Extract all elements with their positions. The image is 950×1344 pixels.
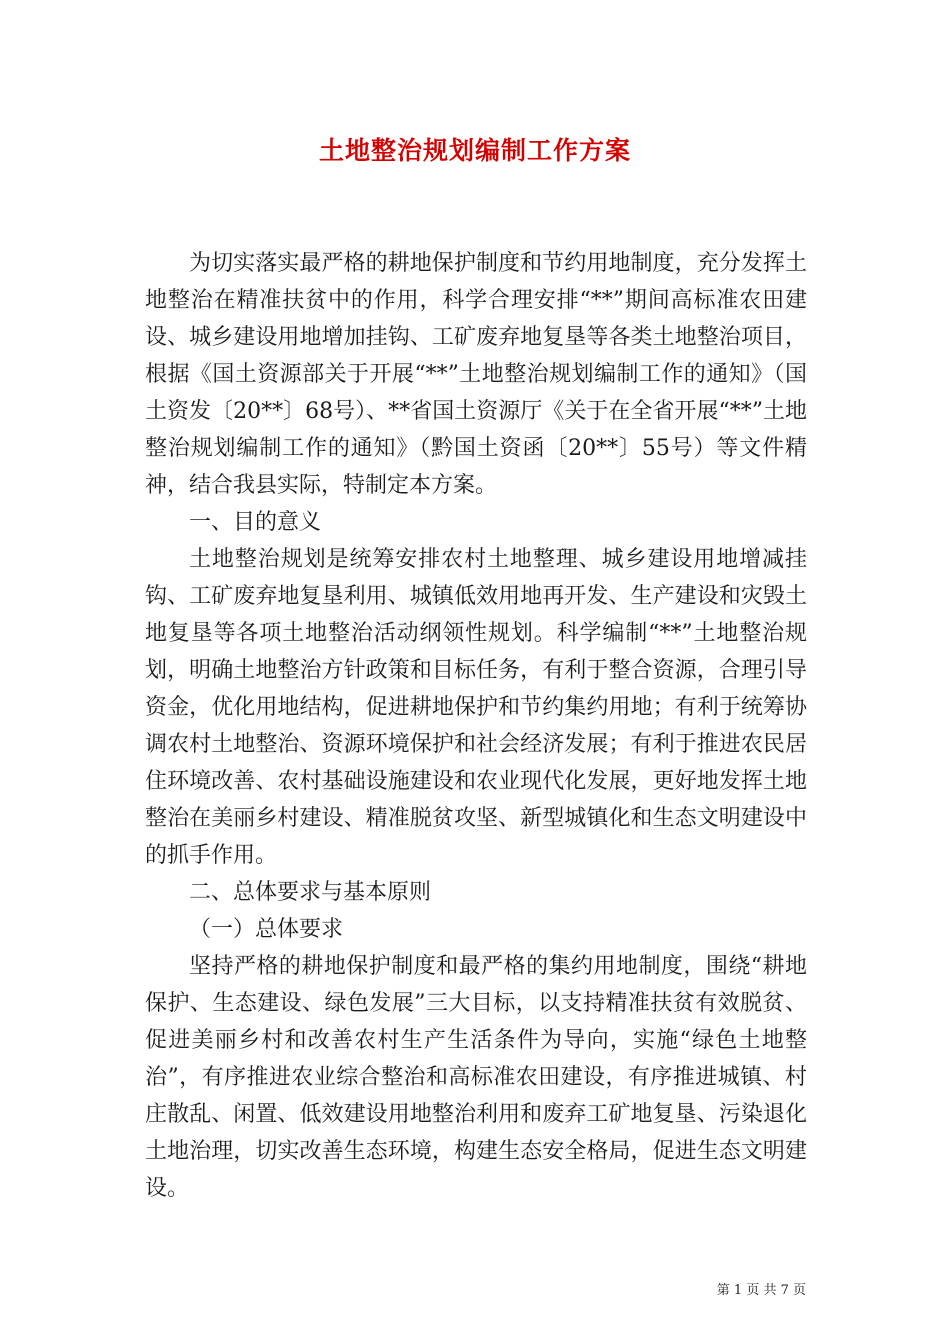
- page-number-footer: 第 1 页 共 7 页: [716, 1283, 806, 1298]
- subsection-heading-general: （一）总体要求: [189, 917, 344, 942]
- paragraph-purpose: 土地整治规划是统筹安排农村土地整理、城乡建设用地增减挂钩、工矿废弃地复垦利用、城镇低效用地再开发、生产建设和灾毁土地复垦等各项土地整治活动纲领性规划。科学编制“**”土地整治规划，明确土地整治方针政策和目标任务，有利于整合资源，合理引导资金，优化用地结构，促进耕地保护和节约集约用地；有利于统筹协调农村土地整治、资源环境保护和社会经济发展；有利于推进农民居住环境改善、农村基础设施建设和农业现代化发展，更好地发挥土地整治在美丽乡村建设、精准脱贫攻坚、新型城镇化和生态文明建设中的抓手作用。: [145, 547, 807, 868]
- document-title: 土地整治规划编制工作方案: [318, 136, 631, 165]
- section-heading-requirements: 二、总体要求与基本原则: [189, 880, 432, 905]
- document-body: [145, 245, 807, 1207]
- paragraph-general-requirements: 坚持严格的耕地保护制度和最严格的集约用地制度，围绕“耕地保护、生态建设、绿色发展”三大目标，以支持精准扶贫有效脱贫、促进美丽乡村和改善农村生产生活条件为导向，实施“绿色土地整治”，有序推进农业综合整治和高标准农田建设，有序推进城镇、村庄散乱、闲置、低效建设用地整治利用和废弃工矿地复垦、污染退化土地治理，切实改善生态环境，构建生态安全格局，促进生态文明建设。: [145, 954, 807, 1201]
- section-heading-purpose: 一、目的意义: [189, 510, 322, 535]
- paragraph-intro: 为切实落实最严格的耕地保护制度和节约用地制度，充分发挥土地整治在精准扶贫中的作用，科学合理安排“**”期间高标准农田建设、城乡建设用地增加挂钩、工矿废弃地复垦等各类土地整治项目，根据《国土资源部关于开展“**”土地整治规划编制工作的通知》（国土资发〔20**〕68号）、**省国土资源厅《关于在全省开展“**”土地整治规划编制工作的通知》（黔国土资函〔20**〕55号）等文件精神，结合我县实际，特制定本方案。: [145, 251, 807, 498]
